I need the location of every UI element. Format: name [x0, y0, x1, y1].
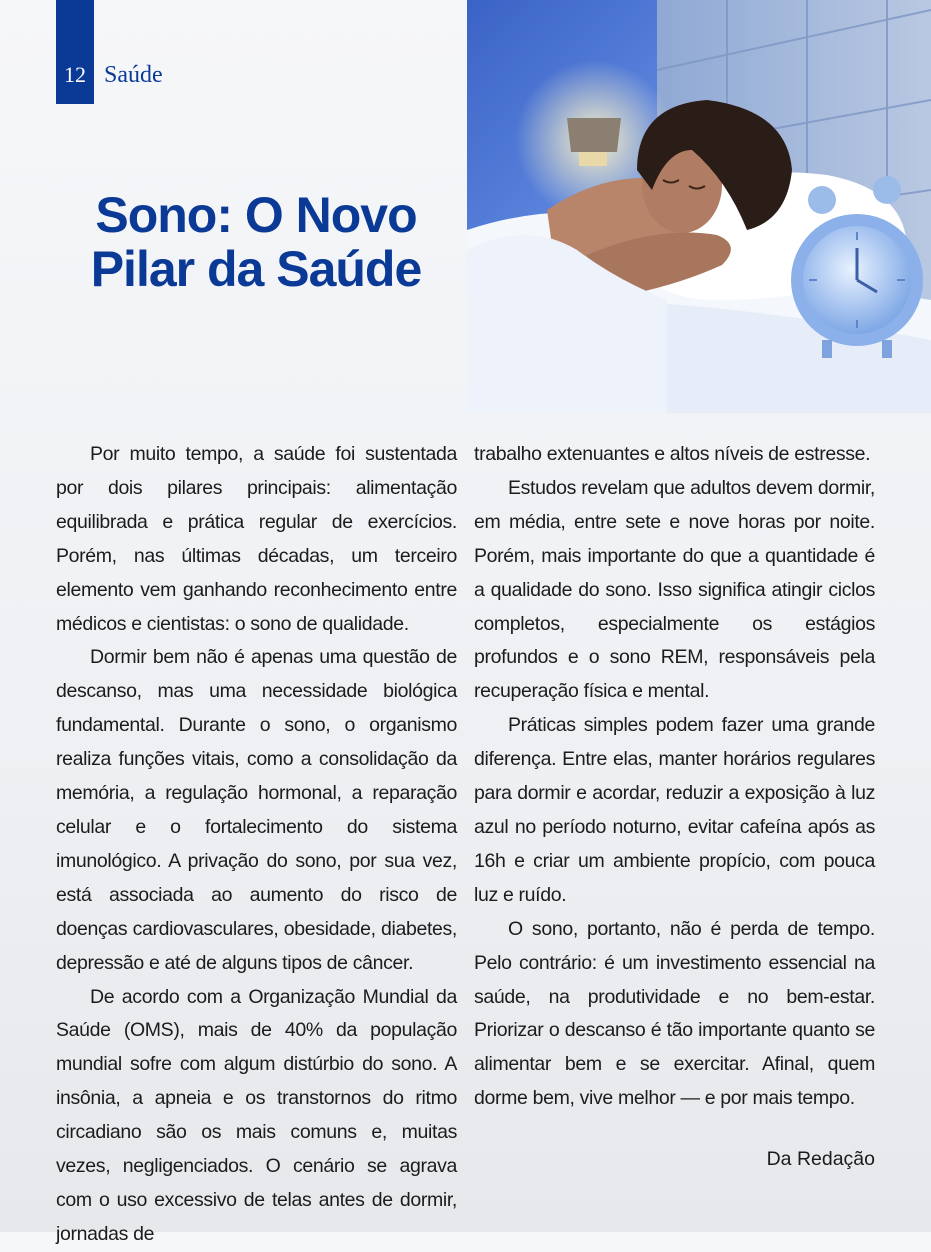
- page-number-tab: [56, 0, 94, 104]
- section-label: Saúde: [104, 62, 163, 88]
- paragraph-continuation: trabalho extenuantes e altos níveis de estresse.: [474, 443, 871, 465]
- article-author: Da Redação: [766, 1148, 875, 1170]
- article-title-line-2: Pilar da Saúde: [90, 241, 422, 297]
- paragraph: Por muito tempo, a saúde foi sustentada por dois pilares principais: alimentação equilibrada e prática regular de exercícios. Porém, nas últimas décadas, um terceiro elemento vem ganhando reconhecimento entre médicos e cientistas: o sono de qualidade.: [56, 443, 457, 635]
- paragraph: Dormir bem não é apenas uma questão de descanso, mas uma necessidade biológica fundamental. Durante o sono, o organismo realiza funções vitais, como a consolidação da memória, a regulação hormonal, a reparação celular e o fortalecimento do sistema imunológico. A privação do sono, por sua vez, está associada ao aumento do risco de doenças cardiovasculares, obesidade, diabetes, depressão e até de alguns tipos de câncer.: [56, 646, 457, 974]
- article-column-left: [56, 438, 457, 1252]
- paragraph: De acordo com a Organização Mundial da Saúde (OMS), mais de 40% da população mundial sofre com algum distúrbio do sono. A insônia, a apneia e os transtornos do ritmo circadiano são os mais comuns e, muitas vezes, negligenciados. O cenário se agrava com o uso excessivo de telas antes de dormir, jornadas de: [56, 985, 457, 1245]
- paragraph: Práticas simples podem fazer uma grande diferença. Entre elas, manter horários regulares para dormir e acordar, reduzir a exposição à luz azul no período noturno, evitar cafeína após as 16h e criar um ambiente propício, com pouca luz e ruído.: [474, 714, 875, 906]
- article-title: [56, 188, 456, 296]
- article-column-right: [474, 438, 875, 1116]
- paragraph: Estudos revelam que adultos devem dormir, em média, entre sete e nove horas por noite. Porém, mais importante do que a quantidade é a qualidade do sono. Isso significa atingir ciclos completos, especialmente os estágios profundos e o sono REM, responsáveis pela recuperação física e mental.: [474, 476, 875, 703]
- paragraph: O sono, portanto, não é perda de tempo. Pelo contrário: é um investimento essencial na saúde, na produtividade e no bem-estar. Priorizar o descanso é tão importante quanto se alimentar bem e se exercitar. Afinal, quem dorme bem, vive melhor — e por mais tempo.: [474, 917, 875, 1110]
- article-title-line-1: Sono: O Novo: [95, 187, 417, 243]
- sleeping-woman-photo: [467, 0, 931, 413]
- page-number: 12: [64, 62, 86, 87]
- sleeping-woman-alarm-clock-photo-icon: [467, 0, 931, 413]
